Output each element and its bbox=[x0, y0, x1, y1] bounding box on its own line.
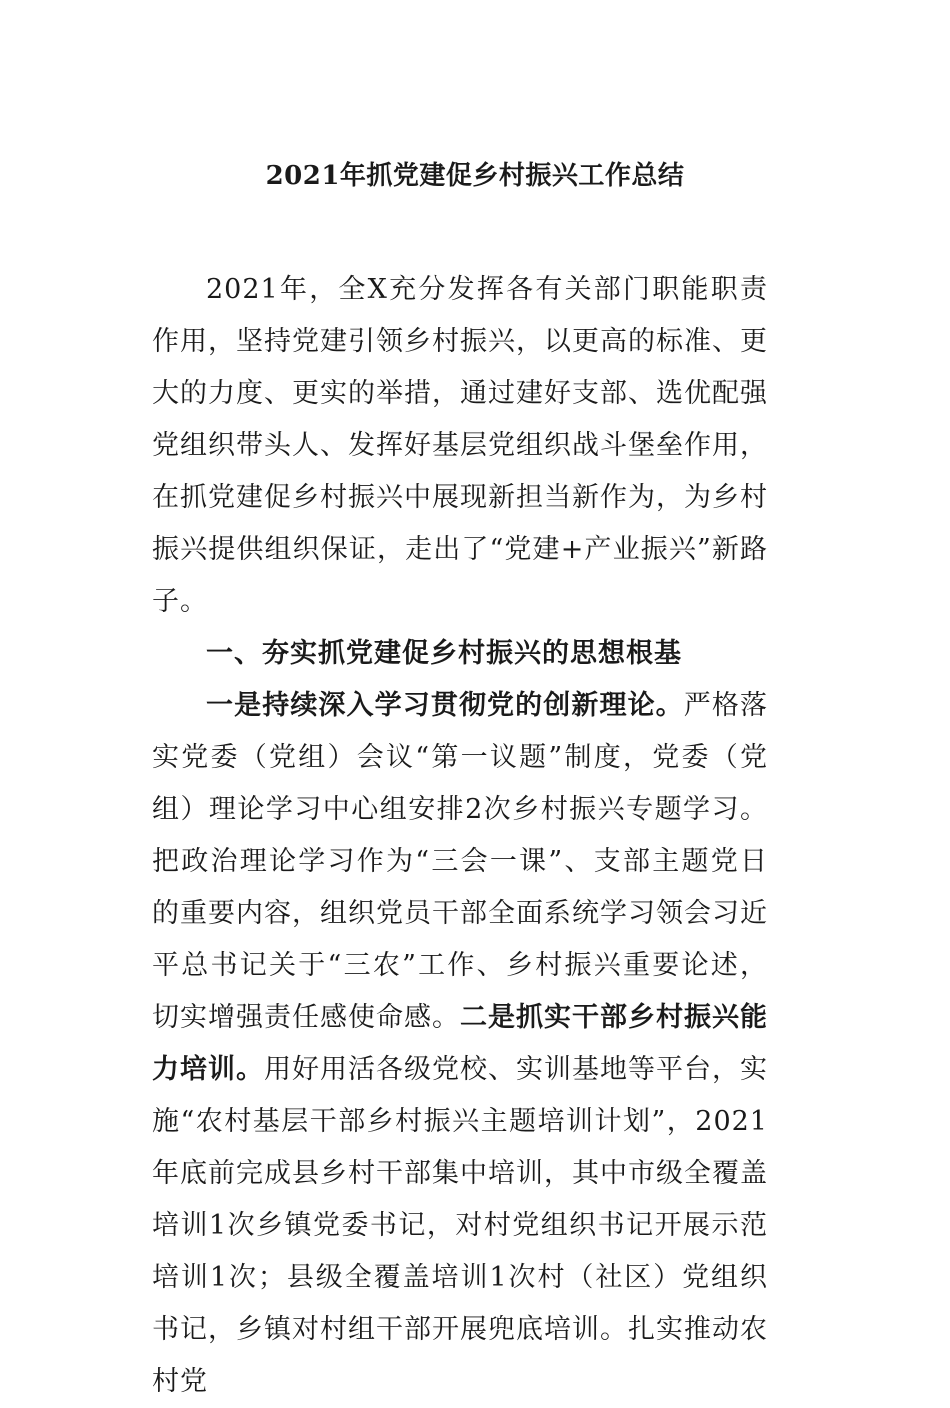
section-paragraph bbox=[152, 680, 768, 1408]
document-body bbox=[152, 264, 768, 1408]
point-one-lead: 一是持续深入学习贯彻党的创新理论。 bbox=[206, 690, 684, 721]
point-one-text: 严格落实党委（党组）会议“第一议题”制度，党委（党组）理论学习中心组安排2次乡村振兴专题学习。把政治理论学习作为“三会一课”、支部主题党日的重要内容，组织党员干部全面系统学习领会习近平总书记关于“三农”工作、乡村振兴重要论述，切实增强责任感使命感。 bbox=[152, 690, 769, 1033]
document-title: 2021年抓党建促乡村振兴工作总结 bbox=[265, 161, 685, 191]
intro-paragraph: 2021年，全X充分发挥各有关部门职能职责作用，坚持党建引领乡村振兴，以更高的标准、更大的力度、更实的举措，通过建好支部、选优配强党组织带头人、发挥好基层党组织战斗堡垒作用，在抓党建促乡村振兴中展现新担当新作为，为乡村振兴提供组织保证，走出了“党建+产业振兴”新路子。 bbox=[152, 274, 768, 617]
point-two-lead: 二是抓实干部乡村振兴能力培训。 bbox=[152, 1002, 768, 1085]
section-heading: 一、夯实抓党建促乡村振兴的思想根基 bbox=[206, 638, 682, 669]
point-two-text: 用好用活各级党校、实训基地等平台，实施“农村基层干部乡村振兴主题培训计划”，2021年底前完成县乡村干部集中培训，其中市级全覆盖培训1次乡镇党委书记，对村党组织书记开展示范培训1次；县级全覆盖培训1次村（社区）党组织书记，乡镇对村组干部开展兜底培训。扎实推动农村党 bbox=[152, 1054, 768, 1397]
